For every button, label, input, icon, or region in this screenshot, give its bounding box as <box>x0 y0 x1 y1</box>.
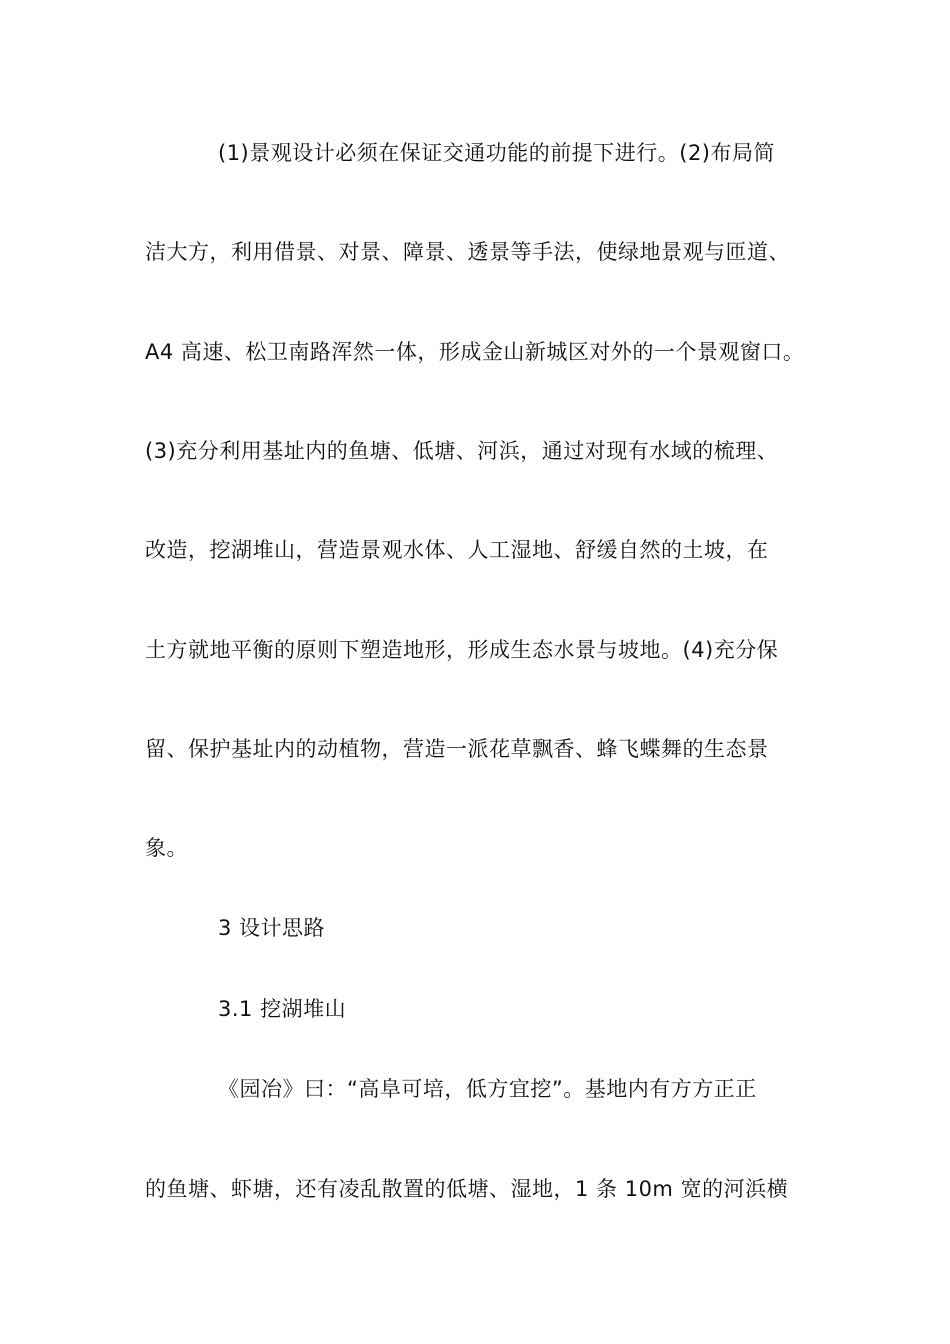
paragraph-line-8: 象。 <box>145 836 188 860</box>
paragraph-line-5: 改造，挖湖堆山，营造景观水体、人工湿地、舒缓自然的土坡，在 <box>145 538 769 562</box>
paragraph2-line-2: 的鱼塘、虾塘，还有凌乱散置的低塘、湿地，1 条 10m 宽的河浜横 <box>145 1177 789 1201</box>
paragraph-line-1: (1)景观设计必须在保证交通功能的前提下进行。(2)布局简 <box>218 141 775 165</box>
paragraph-line-4: (3)充分利用基址内的鱼塘、低塘、河浜，通过对现有水域的梳理、 <box>145 439 779 463</box>
paragraph2-line-1: 《园冶》曰：“高阜可培，低方宜挖”。基地内有方方正正 <box>218 1077 757 1101</box>
paragraph-line-7: 留、保护基址内的动植物，营造一派花草飘香、蜂飞蝶舞的生态景 <box>145 737 769 761</box>
paragraph-line-3: A4 高速、松卫南路浑然一体，形成金山新城区对外的一个景观窗口。 <box>145 340 805 364</box>
paragraph-line-6: 土方就地平衡的原则下塑造地形，形成生态水景与坡地。(4)充分保 <box>145 638 779 662</box>
section-heading: 3 设计思路 <box>218 916 326 940</box>
subsection-heading: 3.1 挖湖堆山 <box>218 997 347 1021</box>
paragraph-line-2: 洁大方，利用借景、对景、障景、透景等手法，使绿地景观与匝道、 <box>145 240 790 264</box>
